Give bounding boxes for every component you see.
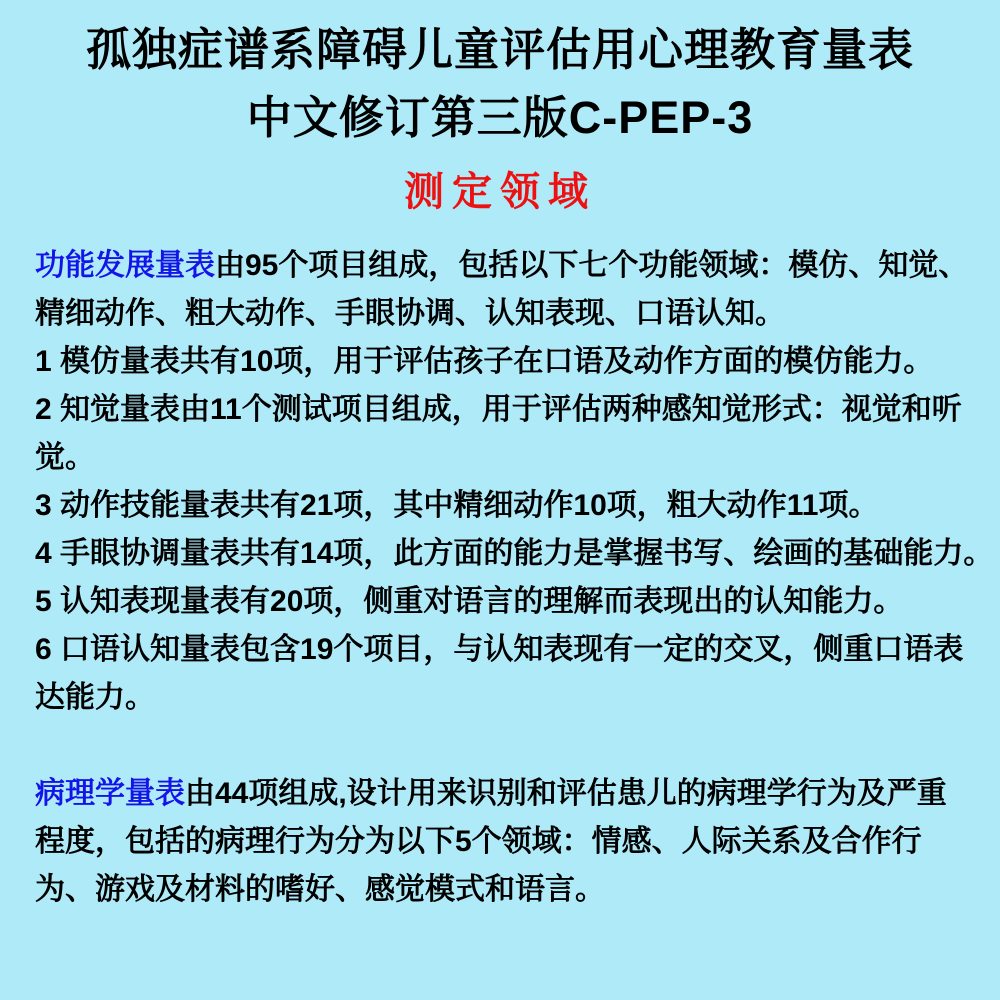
functional-scale-intro: 由95个项目组成，包括以下七个功能领域：模仿、知觉、: [215, 249, 969, 282]
pathology-scale-name: 病理学量表: [35, 777, 185, 810]
body-line: 觉。: [35, 441, 95, 474]
body-line: 5 认知表现量表有20项，侧重对语言的理解而表现出的认知能力。: [35, 585, 904, 618]
body-line: 6 口语认知量表包含19个项目，与认知表现有一定的交叉，侧重口语表: [35, 633, 964, 666]
page-title-line-2: 中文修订第三版C-PEP-3: [246, 92, 754, 143]
page-title: [0, 0, 1000, 152]
body-line: 4 手眼协调量表共有14项，此方面的能力是掌握书写、绘画的基础能力。: [35, 537, 994, 570]
body-line: [35, 770, 965, 818]
body-line: [35, 242, 969, 290]
pathology-scale-intro: 由44项组成,设计用来识别和评估患儿的病理学行为及严重: [185, 777, 947, 810]
body-line: 达能力。: [35, 681, 155, 714]
body-line: 3 动作技能量表共有21项，其中精细动作10项，粗大动作11项。: [35, 489, 879, 522]
body-text: [0, 242, 1000, 914]
section-heading: 测定领域: [404, 170, 596, 214]
body-line: 1 模仿量表共有10项，用于评估孩子在口语及动作方面的模仿能力。: [35, 345, 934, 378]
body-line: 为、游戏及材料的嗜好、感觉模式和语言。: [35, 873, 605, 906]
body-line: 程度，包括的病理行为分为以下5个领域：情感、人际关系及合作行: [35, 825, 922, 858]
body-line: 2 知觉量表由11个测试项目组成，用于评估两种感知觉形式：视觉和听: [35, 393, 962, 426]
functional-scale-paragraph: [35, 242, 994, 722]
pathology-scale-paragraph: [35, 770, 965, 914]
body-line: 精细动作、粗大动作、手眼协调、认知表现、口语认知。: [35, 297, 785, 330]
functional-scale-name: 功能发展量表: [35, 249, 215, 282]
page-title-line-1: 孤独症谱系障碍儿童评估用心理教育量表: [85, 24, 914, 75]
